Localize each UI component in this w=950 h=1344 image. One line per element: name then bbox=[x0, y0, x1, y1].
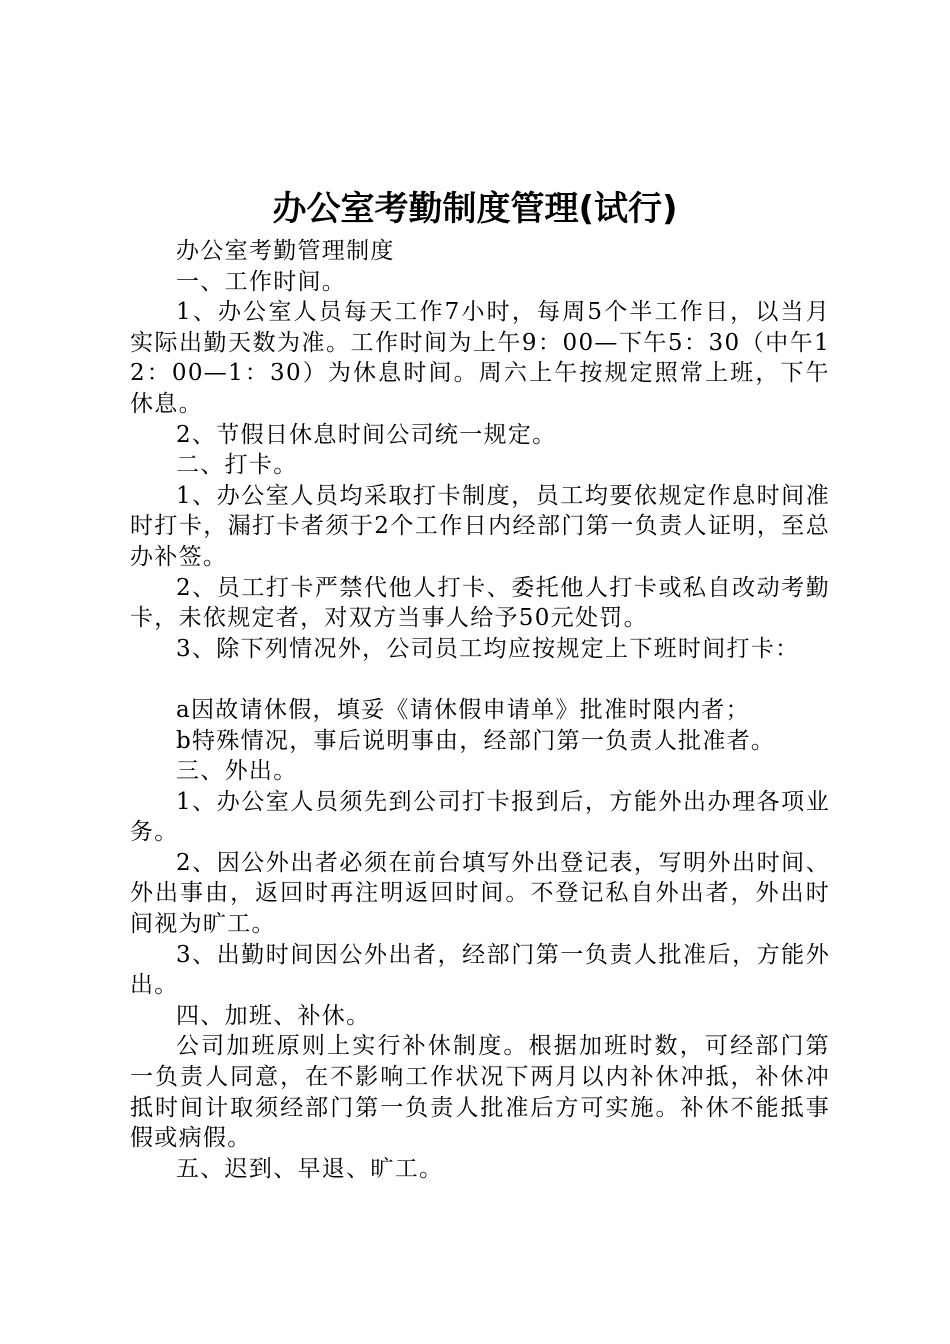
document-title: 办公室考勤制度管理(试行) bbox=[272, 189, 678, 229]
paragraph: 3、出勤时间因公外出者，经部门第一负责人批准后，方能外出。 bbox=[130, 941, 830, 999]
list-item: a因故请休假，填妥《请休假申请单》批准时限内者； bbox=[176, 696, 750, 723]
paragraph: 2、员工打卡严禁代他人打卡、委托他人打卡或私自改动考勤卡，未依规定者，对双方当事人给予50元处罚。 bbox=[130, 574, 830, 632]
paragraph: 1、办公室人员均采取打卡制度，员工均要依规定作息时间准时打卡，漏打卡者须于2个工作日内经部门第一负责人证明，至总办补签。 bbox=[130, 482, 830, 570]
document-body bbox=[130, 236, 830, 1184]
paragraph: 1、办公室人员须先到公司打卡报到后，方能外出办理各项业务。 bbox=[130, 788, 830, 846]
blank-line bbox=[130, 664, 830, 695]
paragraph: 2、节假日休息时间公司统一规定。 bbox=[176, 421, 557, 448]
section-heading-2: 二、打卡。 bbox=[176, 452, 298, 479]
section-heading-5: 五、迟到、早退、旷工。 bbox=[176, 1155, 444, 1182]
paragraph: 3、除下列情况外，公司员工均应按规定上下班时间打卡： bbox=[176, 635, 800, 662]
paragraph: 2、因公外出者必须在前台填写外出登记表，写明外出时间、外出事由，返回时再注明返回时间。不登记私自外出者，外出时间视为旷工。 bbox=[130, 849, 830, 938]
section-heading-4: 四、加班、补休。 bbox=[176, 1002, 371, 1029]
section-heading-1: 一、工作时间。 bbox=[176, 268, 347, 295]
list-item: b特殊情况，事后说明事由，经部门第一负责人批准者。 bbox=[176, 727, 776, 754]
section-heading-3: 三、外出。 bbox=[176, 758, 298, 785]
paragraph: 1、办公室人员每天工作7小时，每周5个半工作日，以当月实际出勤天数为准。工作时间为上午9：00—下午5：30（中午12：00—1：30）为休息时间。周六上午按规定照常上班，下午休息。 bbox=[130, 299, 830, 417]
subtitle-paragraph: 办公室考勤管理制度 bbox=[176, 238, 395, 264]
paragraph: 公司加班原则上实行补休制度。根据加班时数，可经部门第一负责人同意，在不影响工作状况下两月以内补休冲抵，补休冲抵时间计取须经部门第一负责人批准后方可实施。补休不能抵事假或病假。 bbox=[130, 1033, 830, 1152]
